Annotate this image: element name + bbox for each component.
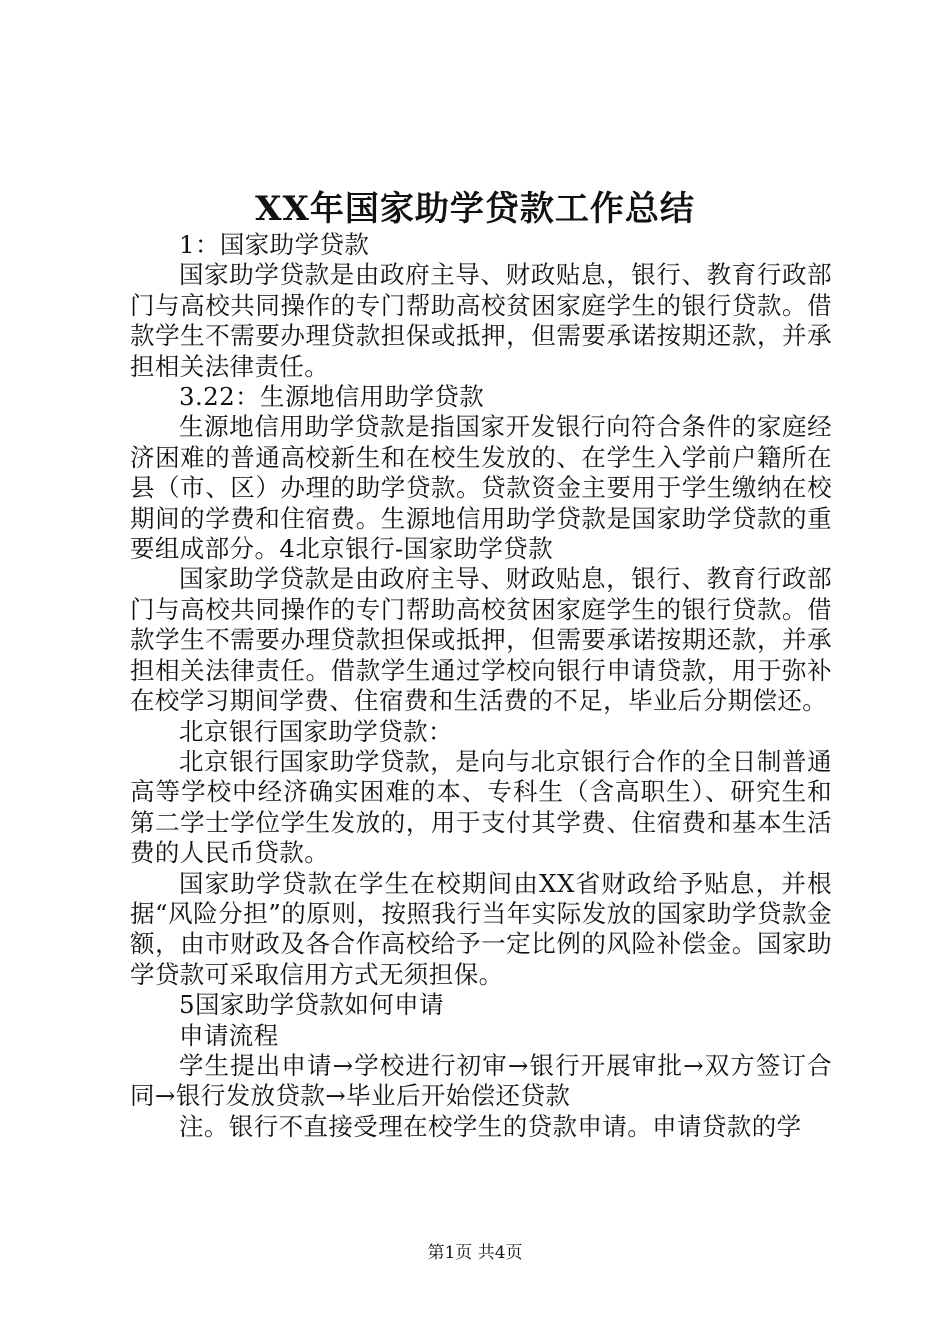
- paragraph: 国家助学贷款是由政府主导、财政贴息，银行、教育行政部门与高校共同操作的专门帮助高校贫困家庭学生的银行贷款。借款学生不需要办理贷款担保或抵押，但需要承诺按期还款，并承担相关法律责任。借款学生通过学校向银行申请贷款，用于弥补在校学习期间学费、住宿费和生活费的不足，毕业后分期偿还。: [130, 564, 832, 716]
- paragraph: 国家助学贷款在学生在校期间由XX省财政给予贴息，并根据“风险分担”的原则，按照我行当年实际发放的国家助学贷款金额，由市财政及各合作高校给予一定比例的风险补偿金。国家助学贷款可采取信用方式无须担保。: [130, 868, 832, 989]
- paragraph: 生源地信用助学贷款是指国家开发银行向符合条件的家庭经济困难的普通高校新生和在校生发放的、在学生入学前户籍所在县（市、区）办理的助学贷款。贷款资金主要用于学生缴纳在校期间的学费和住宿费。生源地信用助学贷款是国家助学贷款的重要组成部分。4北京银行-国家助学贷款: [130, 412, 832, 564]
- paragraph: 学生提出申请→学校进行初审→银行开展审批→双方签订合同→银行发放贷款→毕业后开始偿还贷款: [130, 1050, 832, 1111]
- paragraph: 北京银行国家助学贷款，是向与北京银行合作的全日制普通高等学校中经济确实困难的本、专科生（含高职生）、研究生和第二学士学位学生发放的，用于支付其学费、住宿费和基本生活费的人民币贷款。: [130, 746, 832, 868]
- paragraph: 国家助学贷款是由政府主导、财政贴息，银行、教育行政部门与高校共同操作的专门帮助高校贫困家庭学生的银行贷款。借款学生不需要办理贷款担保或抵押，但需要承诺按期还款，并承担相关法律责任。: [130, 260, 832, 381]
- section-heading: 申请流程: [179, 1020, 279, 1050]
- section-heading: 5国家助学贷款如何申请: [179, 990, 444, 1020]
- section-heading: 1：国家助学贷款: [179, 230, 370, 259]
- document-body: [130, 230, 832, 1142]
- section-heading: 3.22：生源地信用助学贷款: [179, 382, 485, 412]
- document-title: XX年国家助学贷款工作总结: [255, 189, 695, 229]
- section-heading: 北京银行国家助学贷款：: [179, 716, 453, 746]
- page-footer: 第1页 共4页: [427, 1243, 523, 1263]
- paragraph: 注。银行不直接受理在校学生的贷款申请。申请贷款的学: [179, 1111, 802, 1141]
